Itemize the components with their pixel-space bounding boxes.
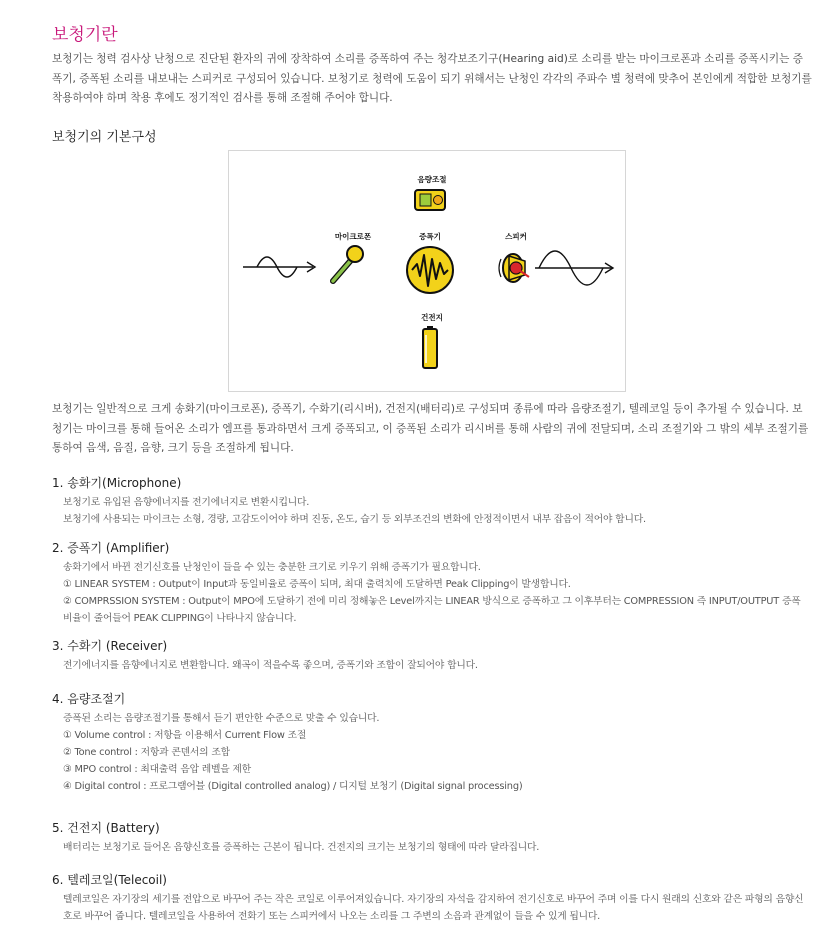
section-line: ③ MPO control : 최대출력 음압 레벨을 제한 xyxy=(63,764,252,775)
intro-paragraph: 보청기는 청력 검사상 난청으로 진단된 환자의 귀에 장착하여 소리를 증폭하여 주는 청각보조기구(Hearing aid)로 소리를 받는 마이크로폰과 소리를 증폭시키는 증폭기, 증폭된 소리를 내보내는 스피커로 구성되어 있습니다. 보청기로 청력에 도움이 되기 위해서는 난청인 각각의 주파수 별 청력에 맞추어 본인에게 적합한 보청기를 착용하여야 하며 착용 후에도 정기적인 검사를 통해 조절해 주어야 합니다. xyxy=(52,53,812,104)
section-line: 보청기에 사용되는 마이크는 소형, 경량, 고감도이어야 하며 진동, 온도, 습기 등 외부조건의 변화에 안정적이면서 내부 잡음이 적어야 합니다. xyxy=(63,514,646,525)
section-battery xyxy=(52,820,812,856)
amplifier-icon xyxy=(407,247,453,293)
section-line: 보청기로 유입된 음향에너지를 전기에너지로 변환시킵니다. xyxy=(63,497,310,508)
section-line: ① Volume control : 저항을 이용해서 Current Flow 조절 xyxy=(63,730,307,741)
microphone-icon xyxy=(333,246,363,281)
section-heading: 1. 송화기(Microphone) xyxy=(52,476,182,490)
diagram-graphics xyxy=(229,151,627,393)
section-body xyxy=(63,710,812,795)
section-telecoil xyxy=(52,872,812,925)
page-title: 보청기란 xyxy=(52,25,118,45)
section-body xyxy=(63,657,812,674)
section-volume-control xyxy=(52,691,812,795)
section-amplifier xyxy=(52,540,812,627)
section-line: ② Tone control : 저항과 콘덴서의 조합 xyxy=(63,747,230,758)
microphone-label: 마이크로폰 xyxy=(334,232,372,241)
section-line: 전기에너지를 음향에너지로 변환합니다. 왜곡이 적을수록 좋으며, 증폭기와 조합이 잘되어야 합니다. xyxy=(63,660,478,671)
section-body xyxy=(63,494,812,528)
section-body xyxy=(63,891,812,925)
section-line: 증폭된 소리는 음량조절기를 통해서 듣기 편안한 수준으로 맞출 수 있습니다. xyxy=(63,713,380,724)
amplifier-label: 증폭기 xyxy=(419,232,441,241)
section-subtitle: 보청기의 기본구성 xyxy=(52,130,157,145)
section-heading: 2. 증폭기 (Amplifier) xyxy=(52,541,170,555)
section-line: 배터리는 보청기로 들어온 음향신호를 증폭하는 근본이 됩니다. 건전지의 크기는 보청기의 형태에 따라 달라집니다. xyxy=(63,842,540,853)
section-line: ④ Digital control : 프로그램어블 (Digital controlled analog) / 디지털 보청기 (Digital signal processing) xyxy=(63,781,523,792)
hearing-aid-diagram xyxy=(228,150,626,392)
section-heading: 4. 음량조절기 xyxy=(52,692,126,706)
section-line: 송화기에서 바뀐 전기신호를 난청인이 들을 수 있는 충분한 크기로 키우기 위해 증폭기가 필요합니다. xyxy=(63,562,481,573)
section-receiver xyxy=(52,638,812,674)
section-microphone xyxy=(52,475,812,528)
volume-control-label: 음량조절 xyxy=(417,175,447,184)
section-heading: 3. 수화기 (Receiver) xyxy=(52,639,168,653)
section-line: 텔레코일은 자기장의 세기를 전압으로 바꾸어 주는 작은 코일로 이루어져있습니다. 자기장의 자석을 감지하여 전기신호로 바꾸어 주며 이를 다시 원래의 신호와 같은 파형의 음향신호로 바꾸어 줍니다. 텔레코일을 사용하여 전화기 또는 스피커에서 나오는 소리를 그 주변의 소음과 관계없이 들을 수 있게 됩니다. xyxy=(63,894,804,922)
section-line: ② COMPRSSION SYSTEM : Output이 MPO에 도달하기 전에 미리 정해놓은 Level까지는 LINEAR 방식으로 증폭하고 그 이후부터는 COMPRESSION 즉 INPUT/OUTPUT 증폭 비율이 줄어들어 PEAK CLIPPING이 나타나지 않습니다. xyxy=(63,596,801,624)
summary-paragraph: 보청기는 일반적으로 크게 송화기(마이크로폰), 증폭기, 수화기(리시버), 건전지(배터리)로 구성되며 종류에 따라 음량조절기, 텔레코일 등이 추가될 수 있습니다. 보청기는 마이크를 통해 들어온 소리가 엠프를 통과하면서 크게 증폭되고, 이 증폭된 소리가 리시버를 통해 사람의 귀에 전달되며, 소리 조절기와 그 밖의 세부 조절기를 통하여 음색, 음질, 음향, 크기 등을 조절하게 됩니다. xyxy=(52,403,809,454)
output-sound-wave-icon xyxy=(535,251,613,285)
battery-icon xyxy=(423,326,437,368)
section-line: ① LINEAR SYSTEM : Output이 Input과 동일비율로 증폭이 되며, 최대 출력치에 도달하면 Peak Clipping이 발생합니다. xyxy=(63,579,571,590)
section-body xyxy=(63,839,812,856)
section-heading: 6. 텔레코일(Telecoil) xyxy=(52,873,167,887)
speaker-label: 스피커 xyxy=(505,232,527,241)
speaker-icon xyxy=(499,254,529,282)
section-heading: 5. 건전지 (Battery) xyxy=(52,821,160,835)
section-body xyxy=(63,559,812,627)
volume-control-icon xyxy=(415,190,445,210)
battery-label: 건전지 xyxy=(421,313,443,322)
input-sound-wave-icon xyxy=(243,257,315,277)
